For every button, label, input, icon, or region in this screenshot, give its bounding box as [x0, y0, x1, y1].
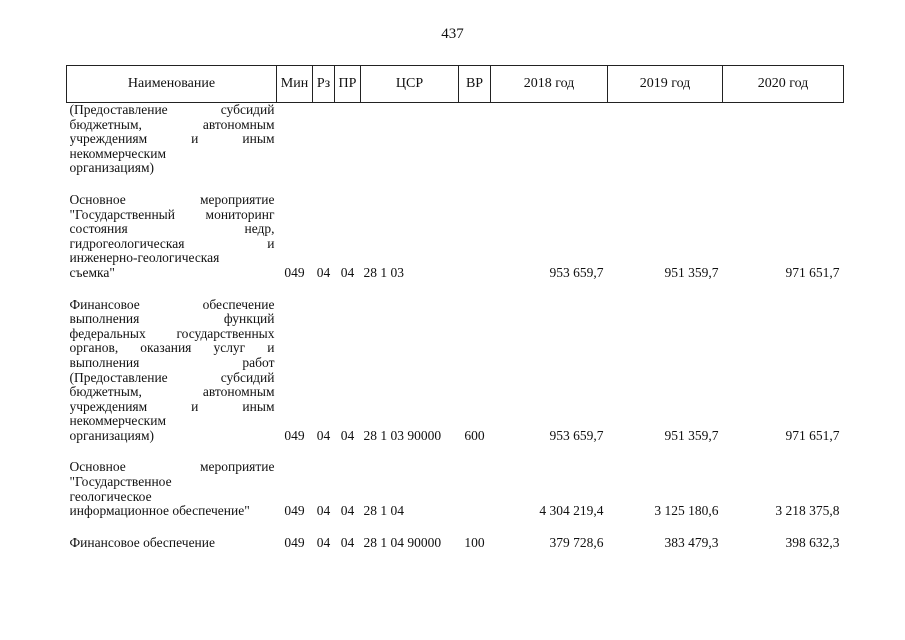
row-name-line: некоммерческим: [69, 146, 167, 161]
row-name-cell: [67, 536, 277, 551]
row-name-cell: [67, 298, 277, 444]
row-y2020-cell: 398 632,3: [785, 534, 840, 550]
row-vr-cell: 600: [464, 427, 485, 443]
row-name-line: Основное мероприятие: [69, 192, 275, 207]
row-y2019-cell: 951 359,7: [664, 427, 719, 443]
row-pr-cell: 04: [340, 534, 355, 550]
row-rz-cell: 04: [316, 264, 331, 280]
row-vr-cell: 100: [464, 534, 485, 550]
row-name-line: инженерно-геологическая: [69, 251, 220, 266]
page-number: 437: [441, 26, 464, 42]
row-name-line: бюджетным, автономным: [69, 117, 275, 132]
budget-table: [66, 65, 844, 550]
row-name-line: состояния недр,: [69, 222, 275, 237]
row-csr-cell: [361, 103, 459, 176]
row-name-line: геологическое: [69, 489, 152, 504]
row-y2020-cell: 3 218 375,8: [775, 503, 840, 519]
row-min-cell: 049: [284, 503, 305, 519]
row-spacer: [67, 519, 844, 536]
row-name-line: учреждениям и иным: [69, 399, 275, 414]
header-vr: ВР: [459, 66, 491, 103]
row-name-line: организациям): [69, 161, 155, 176]
row-spacer-cell: [67, 519, 844, 536]
row-rz-cell: 04: [316, 427, 331, 443]
row-y2019-cell: 3 125 180,6: [654, 503, 719, 519]
row-name-line: некоммерческим: [69, 414, 167, 429]
row-rz-cell: 04: [316, 503, 331, 519]
header-pr: ПР: [335, 66, 361, 103]
row-name-line: гидрогеологическая и: [69, 236, 275, 251]
row-vr-cell: [459, 103, 491, 176]
row-name-line: организациям): [69, 428, 155, 443]
table-row: [67, 298, 844, 444]
row-spacer: [67, 176, 844, 193]
table-row: [67, 103, 844, 176]
row-name-line: выполнения работ: [69, 355, 275, 370]
row-csr-cell: 28 1 03: [363, 264, 404, 280]
row-pr-cell: 04: [340, 503, 355, 519]
header-2018: 2018 год: [491, 66, 608, 103]
row-name-cell: [67, 193, 277, 281]
row-spacer: [67, 443, 844, 460]
row-name-line: (Предоставление субсидий: [69, 370, 275, 385]
row-csr-cell: 28 1 04: [363, 503, 404, 519]
row-min-cell: 049: [284, 534, 305, 550]
row-min-cell: [277, 103, 313, 176]
row-y2019-cell: [608, 103, 723, 176]
row-spacer: [67, 281, 844, 298]
row-spacer-cell: [67, 281, 844, 298]
header-2019: 2019 год: [608, 66, 723, 103]
row-name-line: Финансовое обеспечение: [69, 535, 216, 550]
row-y2018-cell: 379 728,6: [549, 534, 604, 550]
row-csr-cell: 28 1 04 90000: [363, 534, 442, 550]
row-name-line: "Государственное: [69, 475, 172, 490]
row-y2020-cell: 971 651,7: [785, 264, 840, 280]
row-y2019-cell: 951 359,7: [664, 264, 719, 280]
row-name-line: бюджетным, автономным: [69, 385, 275, 400]
row-rz-cell: [313, 103, 335, 176]
row-name-line: выполнения функций: [69, 312, 275, 327]
row-pr-cell: 04: [340, 427, 355, 443]
table-body: [67, 103, 844, 551]
row-name-cell: [67, 460, 277, 518]
row-min-cell: 049: [284, 427, 305, 443]
row-spacer-cell: [67, 176, 844, 193]
table-row: [67, 536, 844, 551]
row-spacer-cell: [67, 443, 844, 460]
row-vr-cell: [459, 460, 491, 518]
header-min: Мин: [277, 66, 313, 103]
row-y2018-cell: 953 659,7: [549, 264, 604, 280]
row-y2018-cell: 4 304 219,4: [539, 503, 604, 519]
header-csr: ЦСР: [361, 66, 459, 103]
row-name-line: "Государственный мониторинг: [69, 207, 275, 222]
header-name: Наименование: [67, 66, 277, 103]
row-name-line: федеральных государственных: [69, 326, 275, 341]
row-csr-cell: 28 1 03 90000: [363, 427, 442, 443]
row-y2018-cell: 953 659,7: [549, 427, 604, 443]
row-name-line: учреждениям и иным: [69, 132, 275, 147]
header-2020: 2020 год: [723, 66, 844, 103]
row-name-line: органов, оказания услуг и: [69, 341, 275, 356]
row-name-line: Основное мероприятие: [69, 460, 275, 475]
row-min-cell: 049: [284, 264, 305, 280]
table-row: [67, 193, 844, 281]
row-name-cell: [67, 103, 277, 176]
row-pr-cell: [335, 103, 361, 176]
row-y2018-cell: [491, 103, 608, 176]
row-pr-cell: 04: [340, 264, 355, 280]
row-y2019-cell: 383 479,3: [664, 534, 719, 550]
row-name-line: информационное обеспечение": [69, 504, 250, 519]
row-rz-cell: 04: [316, 534, 331, 550]
header-rz: Рз: [313, 66, 335, 103]
row-vr-cell: [459, 193, 491, 281]
table-row: [67, 460, 844, 518]
row-name-line: Финансовое обеспечение: [69, 297, 275, 312]
row-y2020-cell: [723, 103, 844, 176]
row-name-line: (Предоставление субсидий: [69, 103, 275, 117]
row-y2020-cell: 971 651,7: [785, 427, 840, 443]
table-header-row: [67, 66, 844, 103]
row-name-line: съемка": [69, 265, 115, 280]
